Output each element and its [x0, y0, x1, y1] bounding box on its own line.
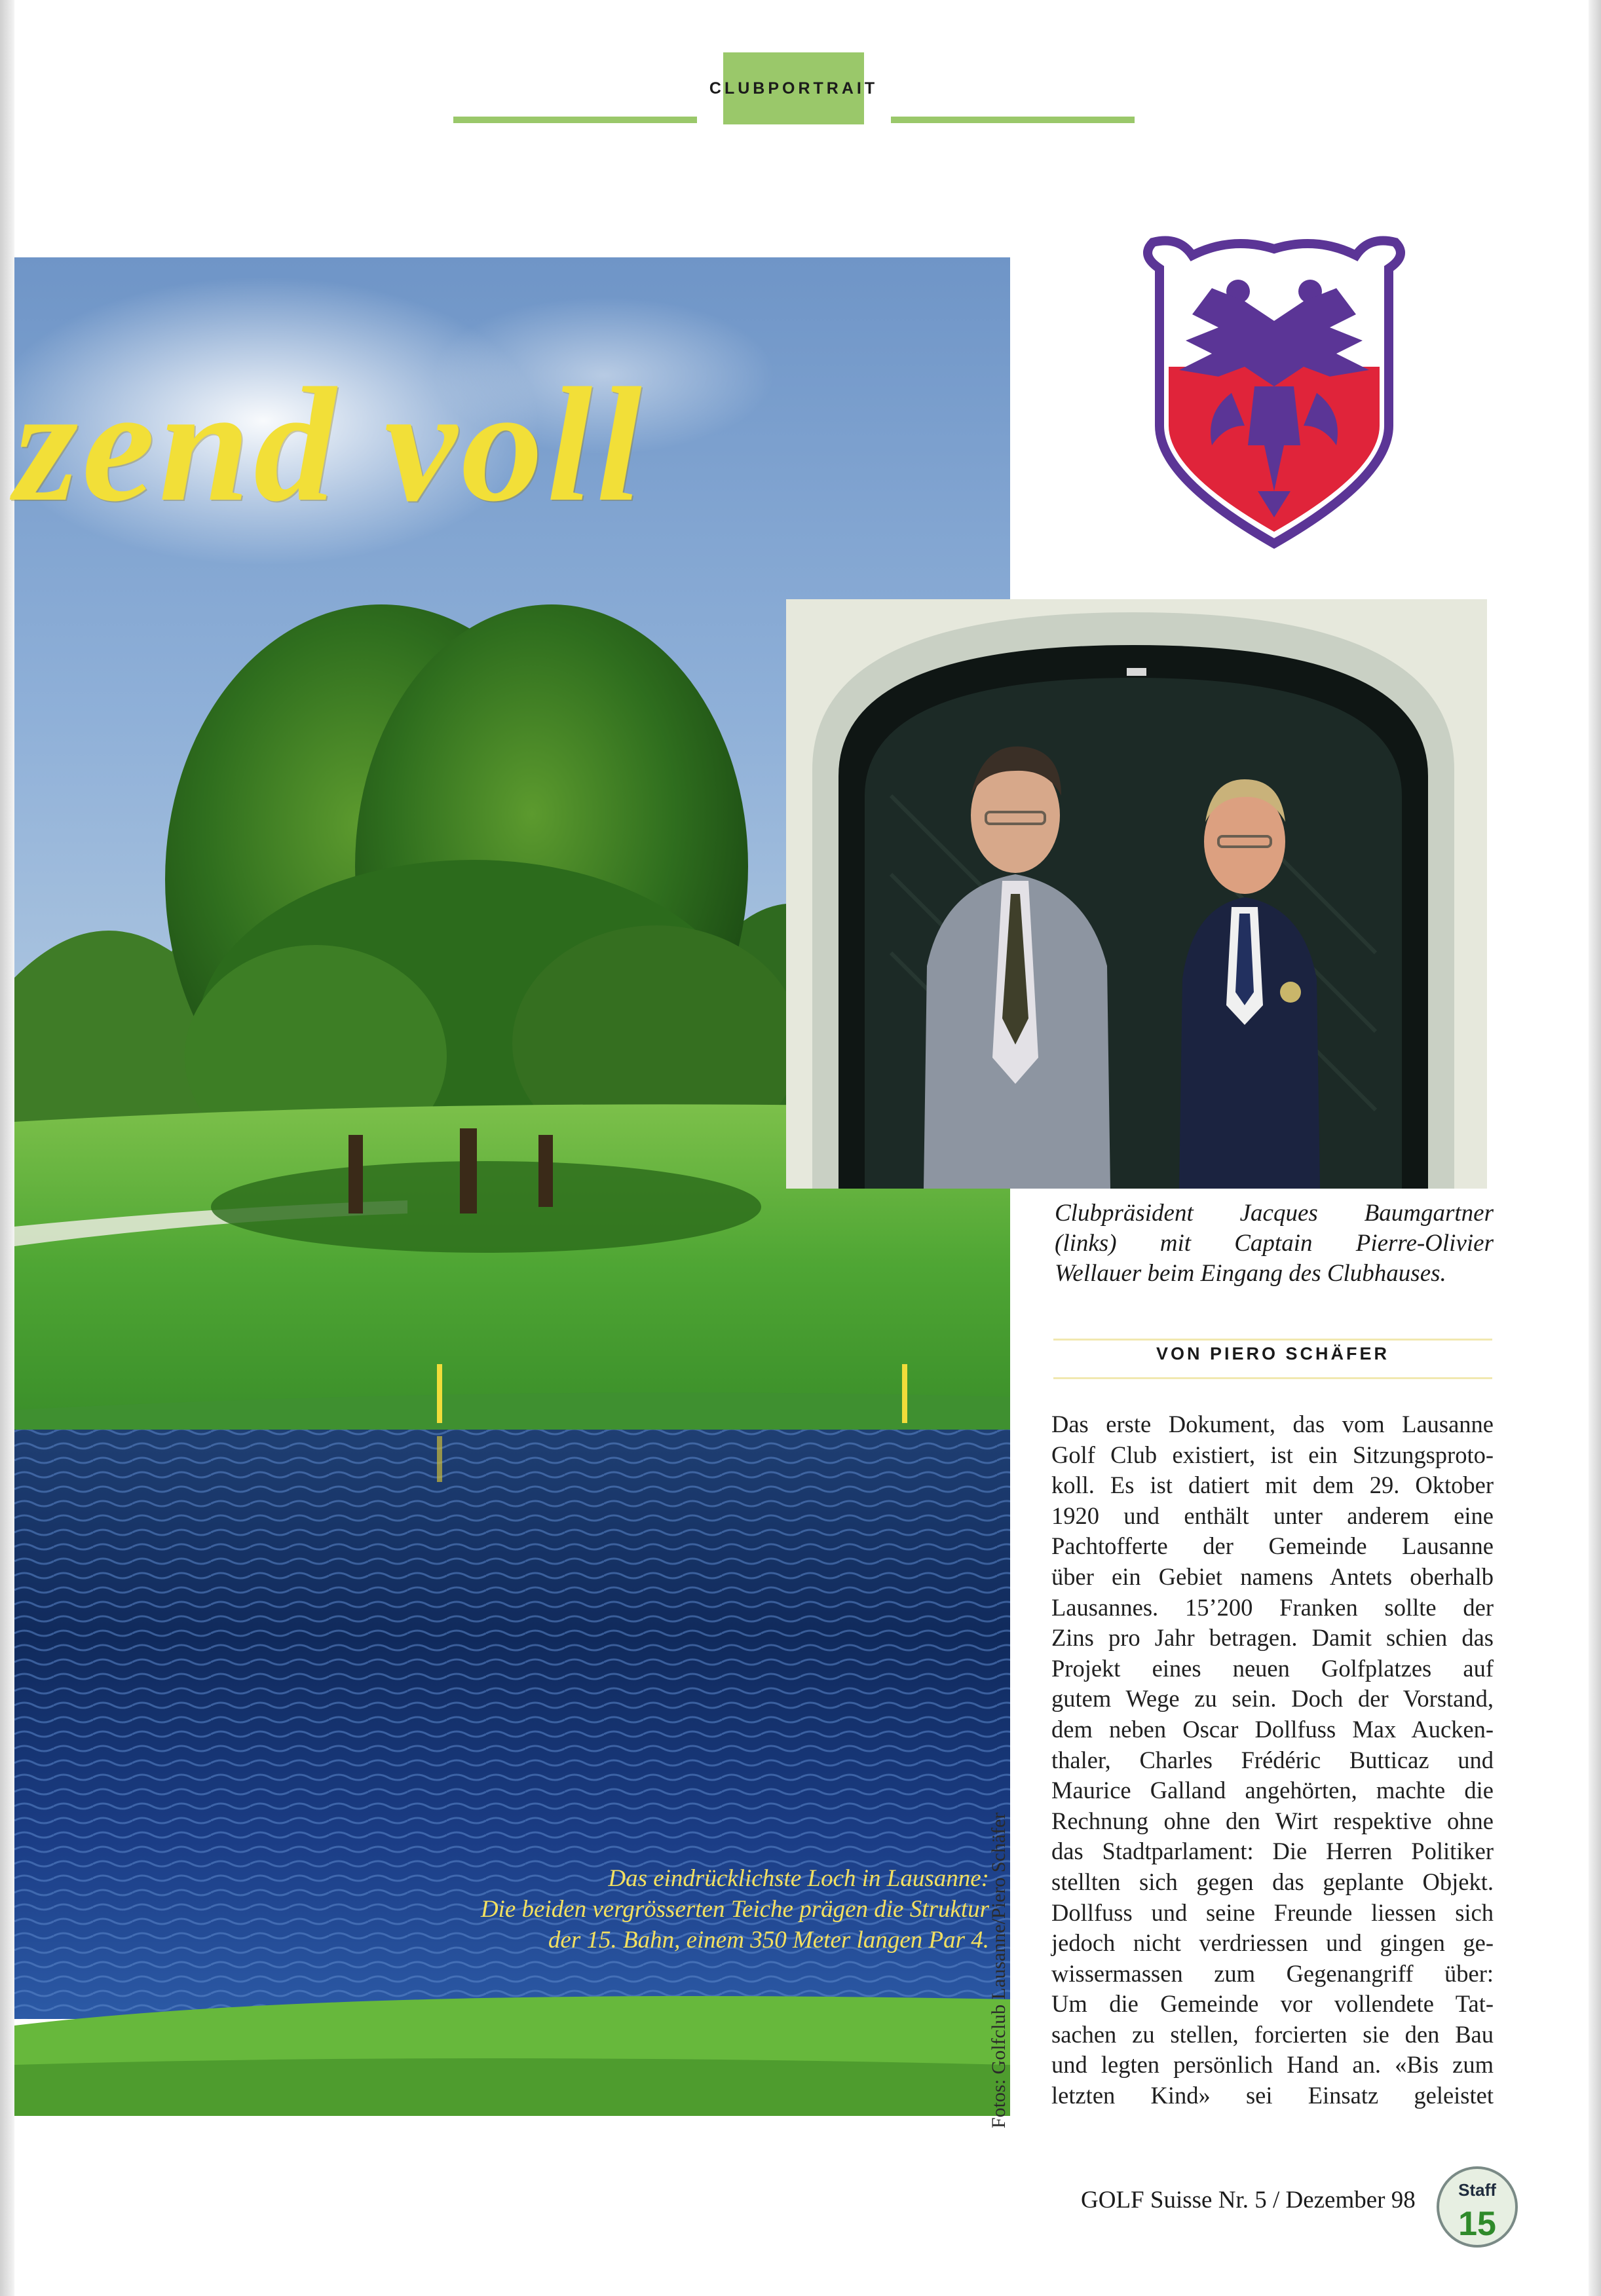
article-line: Rechnung ohne den Wirt respektive ohne — [1051, 1807, 1494, 1834]
article-line: thaler, Charles Frédéric Butticaz und — [1051, 1746, 1494, 1773]
club-crest-icon — [1114, 229, 1435, 550]
article-line: 1920 und enthält unter anderem eine — [1051, 1502, 1494, 1529]
article-line: Das erste Dokument, das vom Lausanne — [1051, 1411, 1494, 1437]
page-number-badge — [1435, 2164, 1520, 2250]
byline: VON PIERO SCHÄFER — [1156, 1344, 1390, 1363]
section-label: CLUBPORTRAIT — [723, 52, 864, 124]
article-line: jedoch nicht verdriessen und gingen ge- — [1051, 1929, 1494, 1957]
header-rule-left — [453, 117, 697, 123]
article-line: gutem Wege zu sein. Doch der Vorstand, — [1051, 1685, 1494, 1713]
article-line: über ein Gebiet namens Antets oberhalb — [1051, 1563, 1494, 1590]
photo-caption-line: Das eindrücklichste Loch in Lausanne: — [608, 1865, 989, 1892]
inset-caption-line: Wellauer beim Eingang des Clubhauses. — [1055, 1260, 1446, 1287]
photo-credit: Fotos: Golfclub Lausanne/Piero Schäfer — [988, 1812, 1009, 2128]
article-line: wissermassen zum Gegenangriff über: — [1051, 1959, 1494, 1987]
byline-rule-top — [1053, 1339, 1492, 1341]
inset-caption-line: Clubpräsident Jacques Baumgartner — [1055, 1200, 1494, 1227]
article-line: Pachtofferte der Gemeinde Lausanne — [1051, 1532, 1494, 1560]
inset-caption — [1055, 1198, 1494, 1289]
article-body — [1051, 1409, 1494, 2111]
article-line: letzten Kind» sei Einsatz geleistet — [1051, 2082, 1494, 2109]
scan-edge-left — [0, 0, 14, 2296]
header-rule-right — [891, 117, 1135, 123]
article-line: Dollfuss und seine Freunde liessen sich — [1051, 1898, 1494, 1926]
publication-footer: GOLF Suisse Nr. 5 / Dezember 98 — [1081, 2187, 1416, 2213]
article-line: dem neben Oscar Dollfuss Max Aucken- — [1051, 1715, 1494, 1743]
article-line: und legten persönlich Hand an. «Bis zum — [1051, 2051, 1494, 2079]
badge-brand: Staff — [1458, 2180, 1496, 2200]
headline: zend voll — [14, 354, 646, 536]
byline-rule-bottom — [1053, 1377, 1492, 1379]
article-line: Lausannes. 15’200 Franken sollte der — [1051, 1593, 1494, 1621]
article-line: Projekt eines neuen Golfplatzes auf — [1051, 1654, 1494, 1682]
article-line: stellten sich gegen das geplante Objekt. — [1051, 1868, 1494, 1895]
photo-caption-line: Die beiden vergrösserten Teiche prägen die Struktur — [480, 1896, 989, 1923]
article-line: Maurice Galland angehörten, machte die — [1051, 1777, 1494, 1804]
photo-caption — [367, 1863, 989, 1955]
article-line: Um die Gemeinde vor vollendete Tat- — [1051, 1990, 1494, 2018]
article-line: koll. Es ist datiert mit dem 29. Oktober — [1051, 1472, 1494, 1499]
scan-edge-right — [1589, 0, 1601, 2296]
photo-caption-line: der 15. Bahn, einem 350 Meter langen Par 4. — [548, 1927, 989, 1953]
clubhouse-entrance-photo — [786, 599, 1487, 1189]
article-line: das Stadtparlament: Die Herren Politiker — [1051, 1838, 1494, 1865]
page-number: 15 — [1458, 2205, 1496, 2243]
article-line: Zins pro Jahr betragen. Damit schien das — [1051, 1624, 1494, 1652]
inset-caption-line: (links) mit Captain Pierre-Olivier — [1055, 1230, 1494, 1257]
article-line: sachen zu stellen, forcierten sie den Bau — [1051, 2020, 1494, 2048]
article-line: Golf Club existiert, ist ein Sitzungsproto- — [1051, 1441, 1494, 1468]
